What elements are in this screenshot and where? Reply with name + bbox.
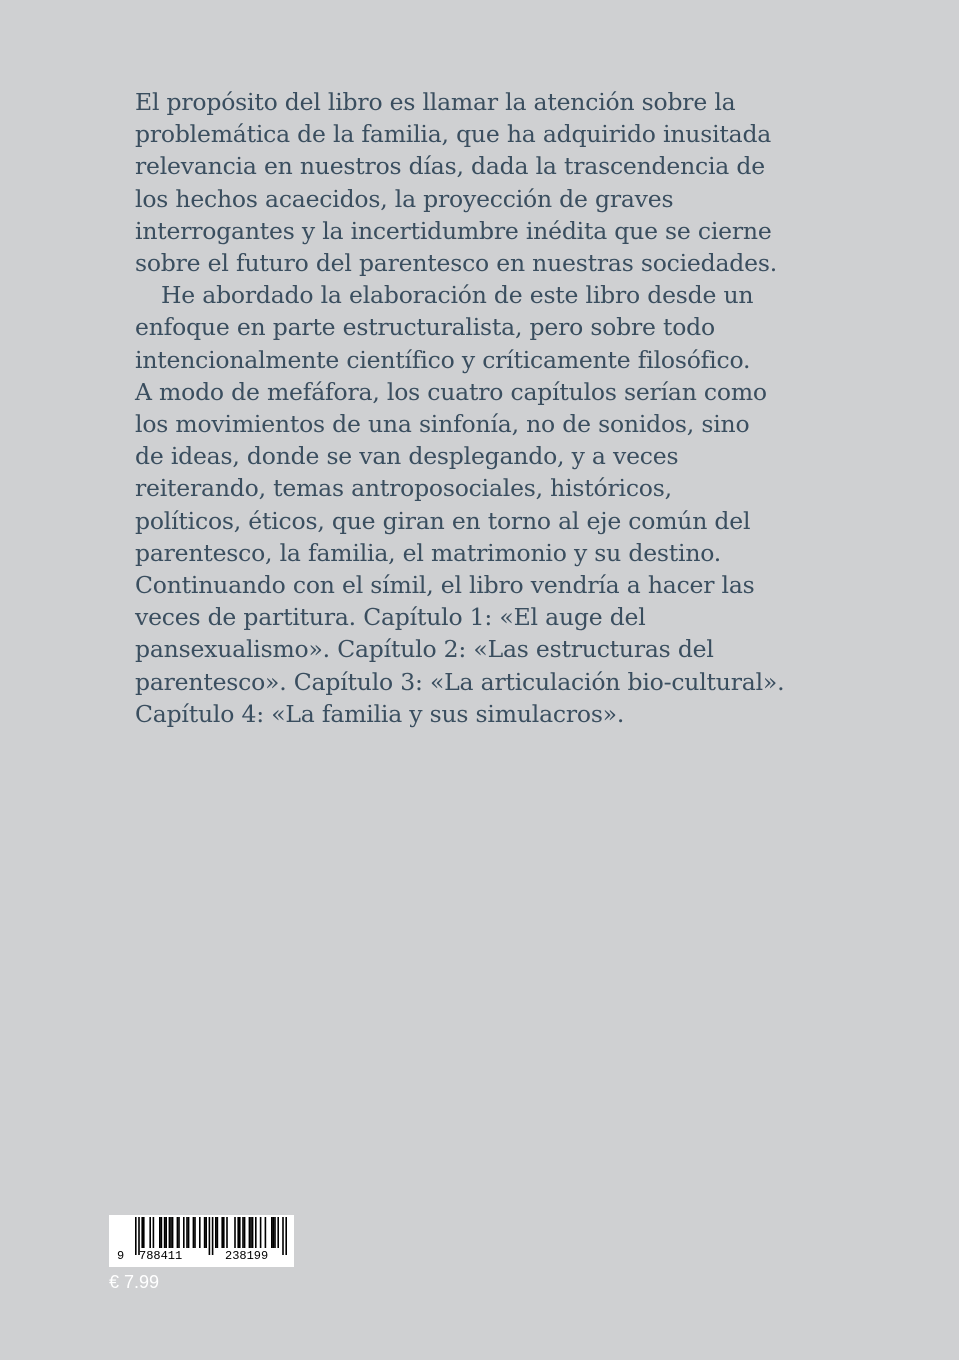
blurb-line: interrogantes y la incertidumbre inédita que se cierne [135,216,772,245]
barcode-bar [255,1217,257,1248]
blurb-line: parentesco». Capítulo 3: «La articulación bio-cultural». [135,667,785,696]
blurb-line: He abordado la elaboración de este libro desde un [161,281,754,310]
barcode-bar [165,1217,167,1248]
barcode-bar [249,1217,251,1248]
isbn-digit-group-2: 238199 [225,1249,269,1263]
barcode-bar [164,1217,166,1248]
barcode-bar [143,1217,145,1248]
barcode-bar [260,1217,262,1248]
barcode-bar [285,1217,287,1255]
barcode-bar [193,1217,195,1248]
blurb-line: Capítulo 4: «La familia y sus simulacros». [135,699,625,728]
blurb-line: A modo de mefáfora, los cuatro capítulos serían como [135,377,767,406]
barcode-bar [271,1217,273,1248]
blurb-paragraph-1 [135,86,815,279]
barcode-bar [183,1217,185,1248]
barcode-bar [188,1217,190,1248]
blurb-line: políticos, éticos, que giran en torno al eje común del [135,506,751,535]
barcode-bar [159,1217,161,1248]
barcode-bar [223,1217,225,1248]
blurb-line: de ideas, donde se van desplegando, y a veces [135,442,679,471]
isbn-lead-digit: 9 [117,1249,125,1263]
blurb-line: los hechos acaecidos, la proyección de graves [135,184,674,213]
barcode-bar [234,1217,236,1248]
barcode-bar [149,1217,151,1248]
blurb-line: enfoque en parte estructuralista, pero sobre todo [135,313,715,342]
barcode-bar [282,1217,284,1255]
barcode-bar [250,1217,252,1248]
barcode-bar [186,1217,188,1248]
isbn-digit-group-1: 788411 [139,1249,183,1263]
barcode-bar [221,1217,223,1248]
blurb-line: pansexualismo». Capítulo 2: «Las estructuras del [135,635,714,664]
barcode-bar [141,1217,143,1248]
barcode-bar [252,1217,254,1248]
barcode-bar [153,1217,155,1248]
barcode-bar [244,1217,246,1248]
barcode-bar [273,1217,275,1248]
barcode-bar [178,1217,180,1248]
barcode-bar [237,1217,239,1248]
blurb-line: intencionalmente científico y críticamente filosófico. [135,345,751,374]
blurb-line: los movimientos de una sinfonía, no de sonidos, sino [135,410,750,439]
barcode-bar [170,1217,172,1248]
barcode-bar [274,1217,276,1248]
barcode-bar [212,1217,214,1255]
barcode-bar [194,1217,196,1248]
barcode-bar [265,1217,267,1248]
barcode-bar [217,1217,219,1248]
blurb-line: El propósito del libro es llamar la atención sobre la [135,88,736,116]
barcode-bar [239,1217,241,1248]
barcode-bar [209,1217,211,1255]
barcode-bar [277,1217,279,1248]
isbn-barcode [109,1215,294,1267]
barcode-bar [204,1217,206,1248]
blurb-line: relevancia en nuestros días, dada la trascendencia de [135,152,765,181]
blurb-line: reiterando, temas antroposociales, históricos, [135,474,672,503]
barcode-bar [169,1217,171,1248]
barcode-bar [177,1217,179,1248]
barcode-bar [161,1217,163,1248]
barcode-bar [135,1217,137,1255]
blurb-line: sobre el futuro del parentesco en nuestras sociedades. [135,249,777,278]
blurb-line: Continuando con el símil, el libro vendría a hacer las [135,571,755,600]
barcode-bar [215,1217,217,1248]
barcode-bar [242,1217,244,1248]
barcode-bar [205,1217,207,1248]
barcode-bar [226,1217,228,1248]
blurb-line: parentesco, la familia, el matrimonio y su destino. [135,538,722,567]
price-label: € 7.99 [109,1272,160,1292]
back-cover-blurb [135,86,815,730]
blurb-line: veces de partitura. Capítulo 1: «El auge del [135,603,646,632]
barcode-bar [172,1217,174,1248]
blurb-line: problemática de la familia, que ha adquirido inusitada [135,120,772,149]
blurb-paragraph-2 [135,279,815,730]
barcode-bar [199,1217,201,1248]
